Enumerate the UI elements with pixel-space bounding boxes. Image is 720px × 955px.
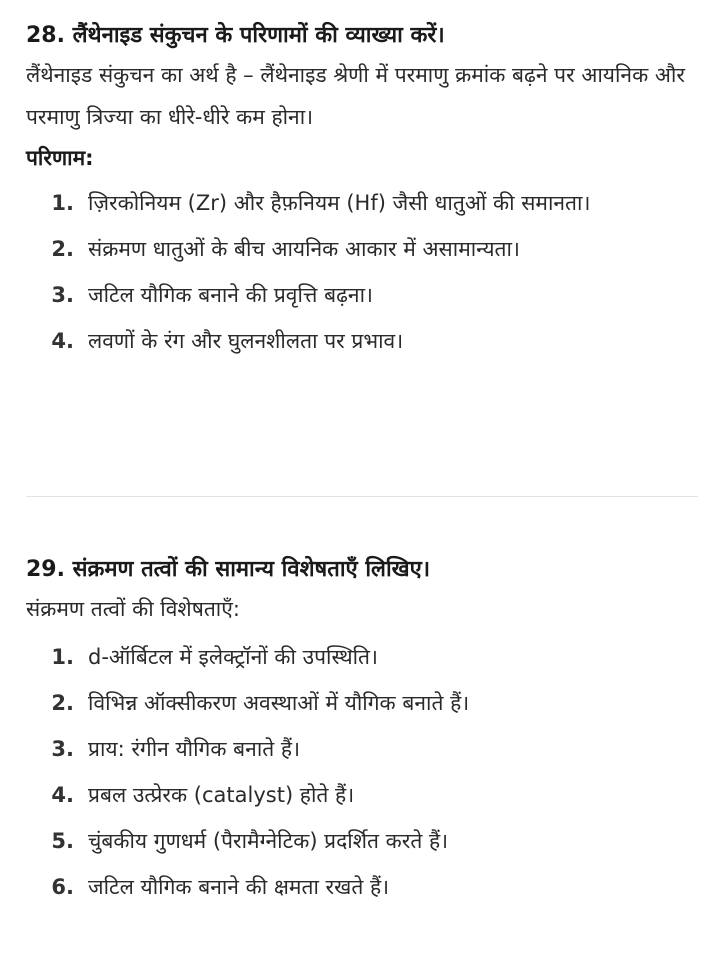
question-29-intro: संक्रमण तत्वों की विशेषताएँ:: [26, 597, 240, 621]
question-28-intro: लैंथेनाइड संकुचन का अर्थ है – लैंथेनाइड श्रेणी में परमाणु क्रमांक बढ़ने पर आयनिक और परमाणु त्रिज्या का धीरे-धीरे कम होना।: [26, 63, 685, 129]
list-item: [26, 726, 698, 772]
list-item-text: d-ऑर्बिटल में इलेक्ट्रॉनों की उपस्थिति।: [88, 645, 378, 669]
question-29-title: 29. संक्रमण तत्वों की सामान्य विशेषताएँ लिखिए।: [26, 557, 431, 582]
list-item-number: 4.: [51, 783, 74, 807]
list-item: [26, 680, 698, 726]
list-item-number: 1.: [51, 645, 74, 669]
list-item-number: 6.: [51, 875, 74, 899]
list-item: [26, 864, 698, 910]
question-28-section: [26, 20, 698, 364]
question-28-title: 28. लैंथेनाइड संकुचन के परिणामों की व्याख्या करें।: [26, 23, 445, 48]
list-item-number: 2.: [51, 237, 74, 261]
question-28-subheading: परिणाम:: [26, 146, 94, 170]
list-item-number: 2.: [51, 691, 74, 715]
list-item-number: 3.: [51, 737, 74, 761]
list-item: [26, 180, 698, 226]
list-item-text: जटिल यौगिक बनाने की प्रवृत्ति बढ़ना।: [88, 283, 373, 307]
list-item-number: 5.: [51, 829, 74, 853]
list-item-number: 4.: [51, 329, 74, 353]
list-item-text: विभिन्न ऑक्सीकरण अवस्थाओं में यौगिक बनाते हैं।: [88, 691, 470, 715]
list-item: [26, 772, 698, 818]
list-item-text: चुंबकीय गुणधर्म (पैरामैग्नेटिक) प्रदर्शित करते हैं।: [88, 829, 449, 853]
list-item-text: प्राय: रंगीन यौगिक बनाते हैं।: [88, 737, 301, 761]
section-divider: [26, 496, 698, 497]
list-item-text: प्रबल उत्प्रेरक (catalyst) होते हैं।: [88, 783, 355, 807]
list-item: [26, 226, 698, 272]
list-item-text: संक्रमण धातुओं के बीच आयनिक आकार में असामान्यता।: [88, 237, 520, 261]
question-29-section: [26, 554, 698, 910]
list-item-number: 1.: [51, 191, 74, 215]
list-item-text: जटिल यौगिक बनाने की क्षमता रखते हैं।: [88, 875, 390, 899]
list-item: [26, 318, 698, 364]
question-28-list: [26, 180, 698, 364]
question-29-list: [26, 634, 698, 910]
list-item: [26, 272, 698, 318]
list-item: [26, 818, 698, 864]
list-item: [26, 634, 698, 680]
list-item-number: 3.: [51, 283, 74, 307]
list-item-text: लवणों के रंग और घुलनशीलता पर प्रभाव।: [88, 329, 404, 353]
list-item-text: ज़िरकोनियम (Zr) और हैफ़नियम (Hf) जैसी धातुओं की समानता।: [88, 191, 591, 215]
